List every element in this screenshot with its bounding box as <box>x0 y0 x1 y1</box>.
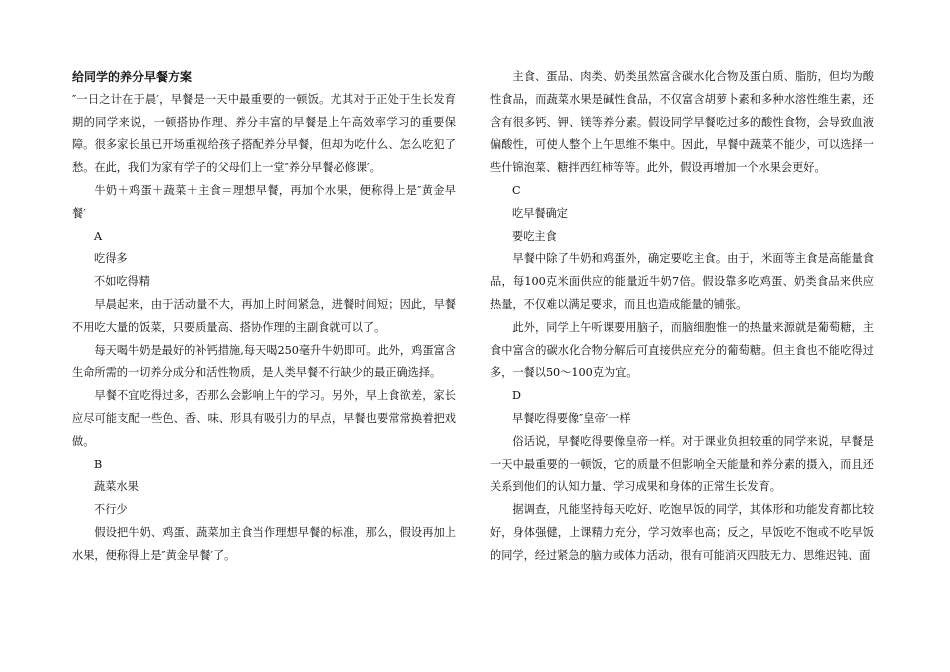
left-column <box>72 66 456 568</box>
section-b-heading-2: 不行少 <box>94 503 128 517</box>
section-a-heading-2: 不如吃得精 <box>94 275 150 289</box>
section-label-b: B <box>94 457 103 471</box>
paragraph-formula: 牛奶＋鸡蛋＋蔬菜＋主食＝理想早餐，再加个水果，便称得上是″黄金早餐′ <box>72 183 456 220</box>
section-label-a: A <box>94 229 103 243</box>
section-d-heading: 早餐吃得要像″皇帝′一样 <box>512 411 631 425</box>
paragraph-a-3: 早餐不宜吃得过多，否那么会影响上午的学习。另外，早上食欲差，家长应尽可能支配一些色、香、味、形具有吸引力的早点，早餐也要常常换着把戏做。 <box>72 389 456 448</box>
section-a-heading-1: 吃得多 <box>94 252 128 266</box>
section-b-heading-1: 蔬菜水果 <box>94 480 139 494</box>
section-c-heading-2: 要吃主食 <box>512 229 557 243</box>
paragraph-c-1: 早餐中除了牛奶和鸡蛋外，确定要吃主食。由于，米面等主食是高能量食品，每100克米面供应的能量近牛奶7倍。假设靠多吃鸡蛋、奶类食品来供应热量，不仅难以满足要求，而且也造成能量的铺张。 <box>490 252 874 311</box>
paragraph-d-2: 据调查，凡能坚持每天吃好、吃饱早饭的同学，其体形和功能发育都比较好，身体强健，上课精力充分，学习效率也高；反之，早饭吃不饱或不吃早饭的同学，经过紧急的脑力或体力活动，很有可能消灭四肢无力、思维迟钝、面 <box>490 503 874 562</box>
paragraph-a-2: 每天喝牛奶是最好的补钙措施,每天喝250毫升牛奶即可。此外，鸡蛋富含生命所需的一切养分成分和活性物质，是人类早餐不行缺少的最正确选择。 <box>72 343 456 380</box>
paragraph-intro: ″一日之计在于晨′，早餐是一天中最重要的一顿饭。尤其对于正处于生长发育期的同学来说，一顿搭协作理、养分丰富的早餐是上午高效率学习的重要保障。很多家长虽已开场重视给孩子搭配养分早餐，但却为吃什么、怎么吃犯了愁。在此，我们为家有学子的父母们上一堂″养分早餐必修课′。 <box>72 92 456 175</box>
doc-title: 给同学的养分早餐方案 <box>72 70 193 84</box>
section-c-heading-1: 吃早餐确定 <box>512 206 568 220</box>
right-column <box>490 66 874 568</box>
section-label-c: C <box>512 183 521 197</box>
paragraph-d-1: 俗话说，早餐吃得要像皇帝一样。对于课业负担较重的同学来说，早餐是一天中最重要的一顿饭，它的质量不但影响全天能量和养分素的摄入，而且还关系到他们的认知力量、学习成果和身体的正常生长发育。 <box>490 434 874 494</box>
paragraph-a-1: 早晨起来，由于活动量不大，再加上时间紧急，进餐时间短；因此，早餐不用吃大量的饭菜，只要质量高、搭协作理的主副食就可以了。 <box>72 297 456 334</box>
section-label-d: D <box>512 389 521 403</box>
paragraph-b-2: 主食、蛋品、肉类、奶类虽然富含碳水化合物及蛋白质、脂肪，但均为酸性食品，而蔬菜水果是碱性食品，不仅富含胡萝卜素和多种水溶性维生素，还含有很多钙、钾、镁等养分素。假设同学早餐吃过多的酸性食物，会导致血液偏酸性，可使人整个上午思维不集中。因此，早餐中蔬菜不能少，可以选择一些什锦泡菜、糖拌西红柿等等。此外，假设再增加一个水果会更好。 <box>490 70 874 175</box>
paragraph-b-1: 假设把牛奶、鸡蛋、蔬菜加主食当作理想早餐的标准，那么，假设再加上水果，便称得上是″黄金早餐′了。 <box>72 525 456 562</box>
paragraph-c-2: 此外，同学上午听课要用脑子，而脑细胞惟一的热量来源就是葡萄糖，主食中富含的碳水化合物分解后可直接供应充分的葡萄糖。但主食也不能吃得过多，一餐以50～100克为宜。 <box>490 320 874 380</box>
